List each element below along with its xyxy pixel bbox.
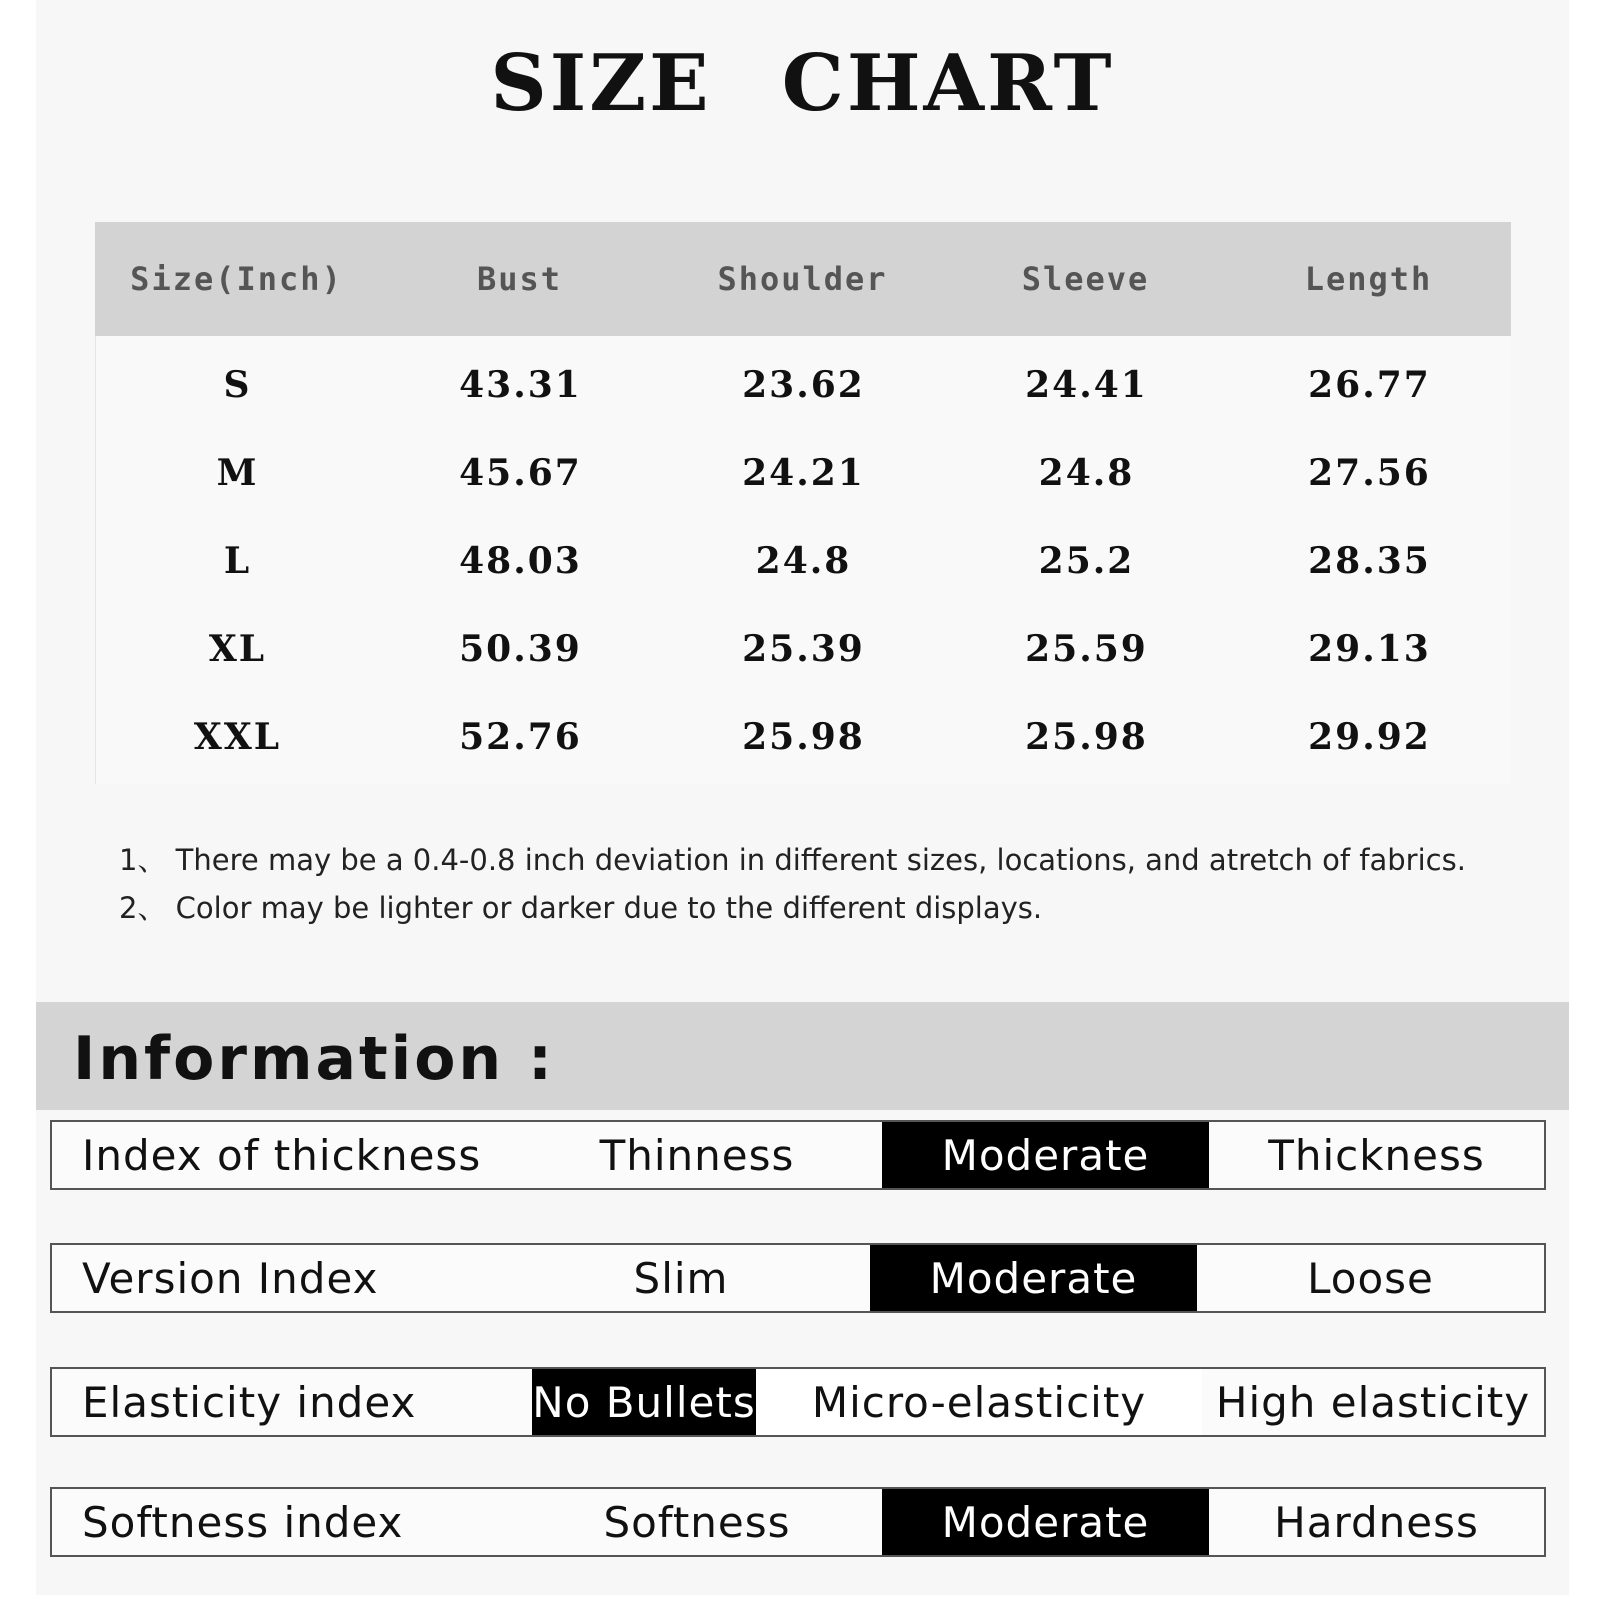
index-option: Hardness [1274, 1497, 1479, 1547]
header-length: Length [1304, 260, 1433, 298]
table-row [96, 429, 1511, 517]
notes [119, 836, 1466, 932]
cell-shoulder: 25.39 [742, 628, 865, 670]
index-option: Micro-elasticity [756, 1369, 1202, 1435]
cell-bust: 43.31 [459, 364, 582, 406]
cell-shoulder: 25.98 [742, 716, 865, 758]
cell-size: S [223, 364, 252, 406]
cell-length: 26.77 [1308, 364, 1431, 406]
cell-size: XXL [193, 716, 282, 758]
index-option-selected: No Bullets [532, 1369, 756, 1435]
cell-shoulder: 23.62 [742, 364, 865, 406]
header-size: Size(Inch) [130, 260, 343, 298]
cell-sleeve: 25.98 [1025, 716, 1148, 758]
index-label: Index of thickness [82, 1130, 482, 1180]
cell-size: L [223, 540, 252, 582]
table-row [96, 517, 1511, 605]
size-chart-card [36, 0, 1569, 1595]
cell-length: 28.35 [1308, 540, 1431, 582]
size-table-body [95, 336, 1511, 784]
header-bust: Bust [476, 260, 563, 298]
cell-length: 29.92 [1308, 716, 1431, 758]
size-table-header [95, 222, 1511, 336]
cell-size: M [216, 452, 259, 494]
cell-bust: 48.03 [459, 540, 582, 582]
note-deviation: 1、 There may be a 0.4-0.8 inch deviation in different sizes, locations, and atretch of fabrics. [119, 843, 1466, 877]
index-row-version [50, 1243, 1546, 1313]
index-row-softness [50, 1487, 1546, 1557]
cell-sleeve: 24.41 [1025, 364, 1148, 406]
page-title: SIZE CHART [490, 38, 1115, 129]
index-row-elasticity [50, 1367, 1546, 1437]
index-option: Loose [1307, 1253, 1434, 1303]
header-sleeve: Sleeve [1021, 260, 1150, 298]
index-option-selected: Moderate [882, 1122, 1209, 1188]
index-label: Softness index [82, 1497, 404, 1547]
index-option: Thinness [599, 1130, 795, 1180]
cell-bust: 50.39 [459, 628, 582, 670]
cell-shoulder: 24.21 [742, 452, 865, 494]
cell-sleeve: 25.2 [1038, 540, 1135, 582]
table-row [96, 693, 1511, 781]
index-option: Slim [633, 1253, 729, 1303]
cell-sleeve: 25.59 [1025, 628, 1148, 670]
cell-sleeve: 24.8 [1038, 452, 1135, 494]
information-title: Information : [73, 1024, 556, 1094]
index-label: Version Index [82, 1253, 379, 1303]
cell-shoulder: 24.8 [755, 540, 852, 582]
index-option: High elasticity [1215, 1377, 1531, 1427]
index-label: Elasticity index [82, 1377, 417, 1427]
index-row-thickness [50, 1120, 1546, 1190]
cell-size: XL [208, 628, 267, 670]
cell-length: 29.13 [1308, 628, 1431, 670]
information-header [36, 1002, 1569, 1110]
index-option-selected: Moderate [870, 1245, 1197, 1311]
index-option-selected: Moderate [882, 1489, 1209, 1555]
cell-length: 27.56 [1308, 452, 1431, 494]
cell-bust: 45.67 [459, 452, 582, 494]
note-color: 2、 Color may be lighter or darker due to the different displays. [119, 891, 1043, 925]
table-row [96, 605, 1511, 693]
size-table [95, 222, 1511, 784]
cell-bust: 52.76 [459, 716, 582, 758]
index-option: Thickness [1268, 1130, 1485, 1180]
header-shoulder: Shoulder [717, 260, 888, 298]
index-option: Softness [603, 1497, 791, 1547]
table-row [96, 341, 1511, 429]
